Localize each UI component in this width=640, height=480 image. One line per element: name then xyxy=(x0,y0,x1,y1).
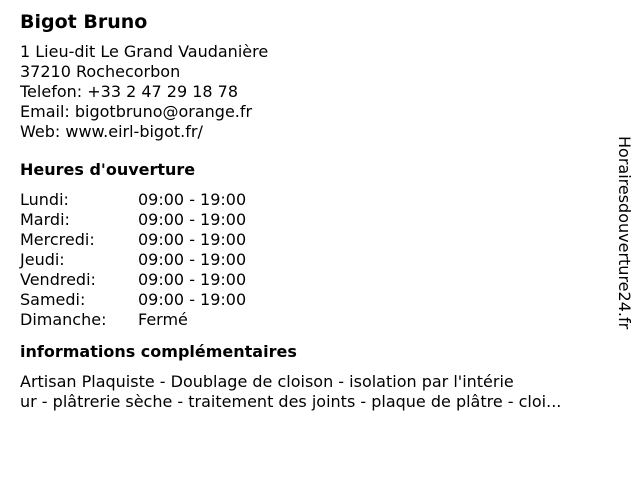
address-block xyxy=(20,42,620,142)
email-line: Email: bigotbruno@orange.fr xyxy=(20,102,253,121)
day-time: 09:00 - 19:00 xyxy=(138,290,247,309)
address-line-1: 1 Lieu-dit Le Grand Vaudanière xyxy=(20,42,269,61)
day-time: 09:00 - 19:00 xyxy=(138,190,247,209)
site-watermark-label: Horairesdouverture24.fr xyxy=(615,136,634,330)
business-name: Bigot Bruno xyxy=(20,11,148,33)
info-text-line-2: ur - plâtrerie sèche - traitement des joints - plaque de plâtre - cloi... xyxy=(20,392,562,411)
hours-row xyxy=(20,270,246,290)
hours-row xyxy=(20,250,246,270)
day-label: Samedi: xyxy=(20,290,86,309)
day-time: 09:00 - 19:00 xyxy=(138,210,247,229)
day-time: 09:00 - 19:00 xyxy=(138,230,247,249)
address-line-2: 37210 Rochecorbon xyxy=(20,62,181,81)
hours-row xyxy=(20,290,246,310)
hours-row xyxy=(20,190,246,210)
day-time: Fermé xyxy=(138,310,188,329)
web-line: Web: www.eirl-bigot.fr/ xyxy=(20,122,203,141)
day-label: Dimanche: xyxy=(20,310,107,329)
day-time: 09:00 - 19:00 xyxy=(138,250,247,269)
hours-title: Heures d'ouverture xyxy=(20,160,196,179)
day-label: Vendredi: xyxy=(20,270,96,289)
info-title: informations complémentaires xyxy=(20,342,297,361)
day-label: Lundi: xyxy=(20,190,69,209)
info-text-line-1: Artisan Plaquiste - Doublage de cloison - isolation par l'intérie xyxy=(20,372,514,391)
hours-row xyxy=(20,230,246,250)
day-time: 09:00 - 19:00 xyxy=(138,270,247,289)
day-label: Mercredi: xyxy=(20,230,95,249)
phone-line: Telefon: +33 2 47 29 18 78 xyxy=(20,82,239,101)
hours-row xyxy=(20,310,246,330)
opening-hours-table xyxy=(20,190,246,330)
day-label: Jeudi: xyxy=(20,250,65,269)
day-label: Mardi: xyxy=(20,210,70,229)
hours-row xyxy=(20,210,246,230)
business-card xyxy=(20,10,620,412)
